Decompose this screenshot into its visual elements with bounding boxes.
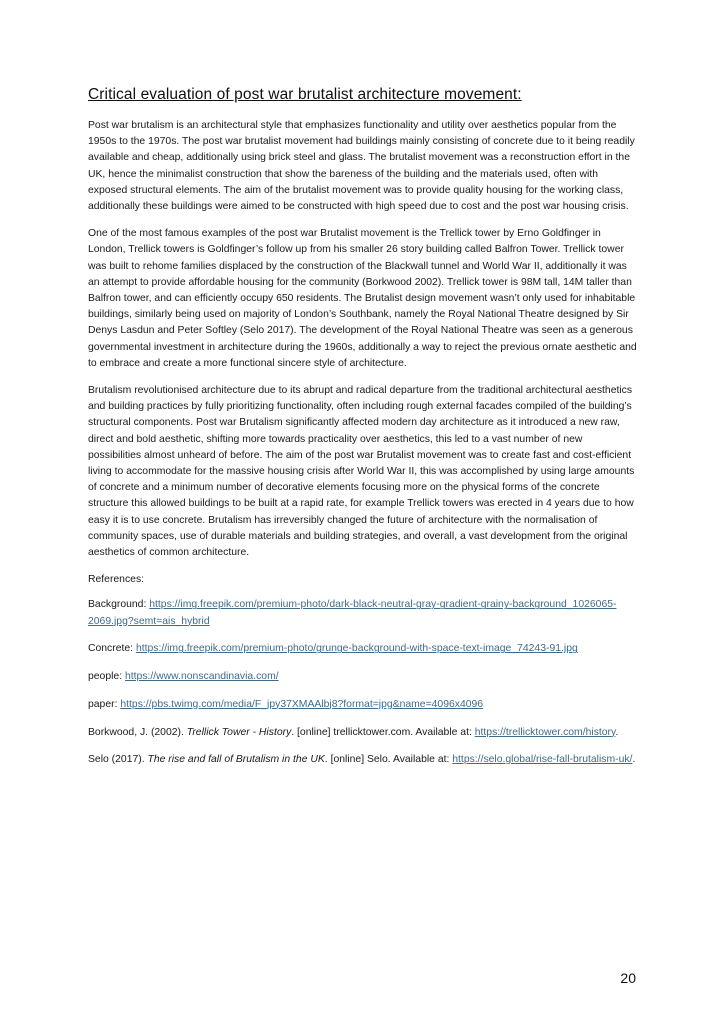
paragraph-revolution: Brutalism revolutionised architecture due to its abrupt and radical departure from the traditional architectural aesthetics and building practices by fully prioritizing functionality, often including rough external facades compiled of the building’s structural components. Post war Brutalism significantly affected modern day architecture as it introduced a new raw, direct and bold aesthetic, shifting more towards practicality over aesthetics, this led to a vast number of new possibilities almost unheard of before. The aim of the post war Brutalist movement was to create fast and cost-efficient living to accommodate for the massive housing crisis after World War II, this was accomplished by using large amounts of concrete and a minimum number of decorative elements focusing more on the physical forms of the concrete structure this allowed buildings to be built at a rapid rate, for example Trellick towers was erected in 4 years due to how easy it is to use concrete. Brutalism has irreversibly changed the future of architecture with the normalisation of community spaces, use of durable materials and building strategies, and overall, a vast development from the original aesthetics of common architecture.: [88, 385, 635, 559]
reference-background: [88, 597, 638, 629]
page-number: 20: [620, 970, 636, 986]
reference-middle: . [online] trellicktower.com. Available at:: [291, 726, 475, 738]
reference-people: [88, 669, 638, 685]
reference-paper: [88, 697, 638, 713]
reference-concrete: [88, 641, 638, 657]
reference-link-background[interactable]: https://img.freepik.com/premium-photo/dark-black-neutral-gray-gradient-grainy-background_1026065-2069.jpg?semt=ais_hybrid: [88, 599, 617, 627]
reference-link-borkwood[interactable]: https://trellicktower.com/history: [474, 726, 616, 738]
reference-middle: . [online] Selo. Available at:: [324, 754, 453, 766]
reference-suffix: .: [615, 726, 619, 738]
reference-label: people:: [88, 671, 125, 683]
reference-title: Trellick Tower - History: [186, 726, 292, 738]
reference-borkwood: [88, 725, 638, 741]
reference-selo: [88, 752, 638, 768]
reference-link-people[interactable]: https://www.nonscandinavia.com/: [124, 671, 279, 683]
reference-label: Background:: [88, 599, 150, 611]
reference-suffix: .: [632, 754, 636, 766]
page-title: Critical evaluation of post war brutalist architecture movement:: [88, 86, 522, 103]
paragraph-trellick: One of the most famous examples of the post war Brutalist movement is the Trellick tower by Erno Goldfinger in London, Trellick towers is Goldfinger’s follow up from his smaller 26 story building called Balfron Tower. Trellick tower was built to rehome families displaced by the construction of the Blackwall tunnel and World War II, additionally it was an attempt to provide affordable housing for the community (Borkwood 2002). Trellick tower is 98M tall, 14M taller than Balfron tower, and can efficiently occupy 650 residents. The Brutalist design movement wasn’t only used for inhabitable buildings, similarly being used on majority of London’s Southbank, namely the Royal National Theatre designed by Sir Denys Lasdun and Peter Softley (Selo 2017). The development of the Royal National Theatre was seen as a generous governmental investment in architecture during the 1960s, additionally a way to reject the previous ornate aesthetic and to embrace and create a more functional sincere style of architecture.: [88, 228, 637, 369]
reference-label: paper:: [88, 698, 121, 710]
reference-prefix: Selo (2017).: [88, 754, 148, 766]
reference-label: Concrete:: [88, 643, 136, 655]
reference-link-selo[interactable]: https://selo.global/rise-fall-brutalism-uk/: [452, 754, 633, 766]
reference-prefix: Borkwood, J. (2002).: [88, 726, 187, 738]
reference-link-concrete[interactable]: https://img.freepik.com/premium-photo/grunge-background-with-space-text-image_74243-91.jpg: [135, 643, 578, 655]
reference-title: The rise and fall of Brutalism in the UK: [147, 754, 325, 766]
paragraph-intro: Post war brutalism is an architectural style that emphasizes functionality and utility over aesthetics popular from the 1950s to the 1970s. The post war brutalist movement had buildings mainly consisting of concrete due to it being readily available and cheap, additionally using brick steel and glass. The brutalist movement was a reconstruction effort in the UK, hence the minimalist construction that show the bareness of the building and the materials used, often with exposed structural elements. The aim of the brutalist movement was to provide quality housing for the working class, additionally these buildings were aimed to be constructed with high speed due to cost and the post war housing crisis.: [88, 120, 635, 213]
document-page: [88, 86, 638, 780]
references-heading: References:: [88, 574, 145, 586]
reference-link-paper[interactable]: https://pbs.twimg.com/media/F_jpy37XMAAlbj8?format=jpg&name=4096x4096: [120, 698, 484, 710]
